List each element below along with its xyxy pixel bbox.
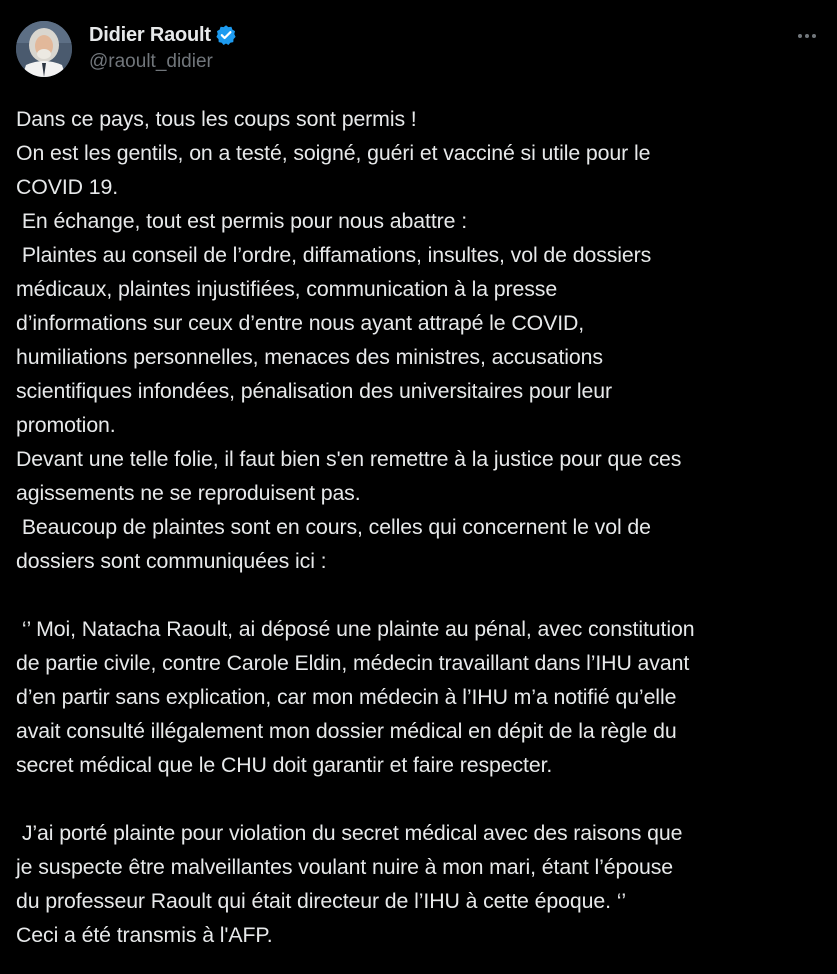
more-dot-icon xyxy=(798,34,802,38)
tweet-text: Dans ce pays, tous les coups sont permis ! On est les gentils, on a testé, soigné, guéri et vacciné si utile pour le COVID 19. En échange, tout est permis pour nous abattre : Plaintes au conseil de l’ordre, diffamations, insultes, vol de dossiers médicaux, plaintes injustifiées, communication à la presse d’informations sur ceux d’entre nous ayant attrapé le COVID, humiliations personnelles, menaces des ministres, accusations scientifiques infondées, pénalisation des universitaires pour leur promotion. Devant une telle folie, il faut bien s'en remettre à la justice pour que ces agissements ne se reproduisent pas. Beaucoup de plaintes sont en cours, celles qui concernent le vol de dossiers sont communiquées ici : ‘’ Moi, Natacha Raoult, ai déposé une plainte au pénal, avec constitution de partie civile, contre Carole Eldin, médecin travaillant dans l’IHU avant d’en partir sans explication, car mon médecin à l’IHU m’a notifié qu’elle avait consulté illégalement mon dossier médical en dépit de la règle du secret médical que le CHU doit garantir et faire respecter. J’ai porté plainte pour violation du secret médical avec des raisons que je suspecte être malveillantes voulant nuire à mon mari, étant l’épouse du professeur Raoult qui était directeur de l’IHU à cette époque. ‘’ Ceci a été transmis à l'AFP. xyxy=(16,107,695,947)
author-display-name[interactable]: Didier Raoult xyxy=(89,23,211,46)
more-dot-icon xyxy=(805,34,809,38)
display-name-row xyxy=(89,20,237,50)
more-dot-icon xyxy=(812,34,816,38)
more-horizontal-icon[interactable] xyxy=(793,26,821,46)
author-handle[interactable]: @raoult_didier xyxy=(89,51,213,72)
tweet-header xyxy=(16,20,821,78)
author-names xyxy=(89,20,237,73)
avatar-image xyxy=(16,21,72,77)
avatar[interactable] xyxy=(16,21,72,77)
verified-badge-icon[interactable] xyxy=(215,24,237,46)
